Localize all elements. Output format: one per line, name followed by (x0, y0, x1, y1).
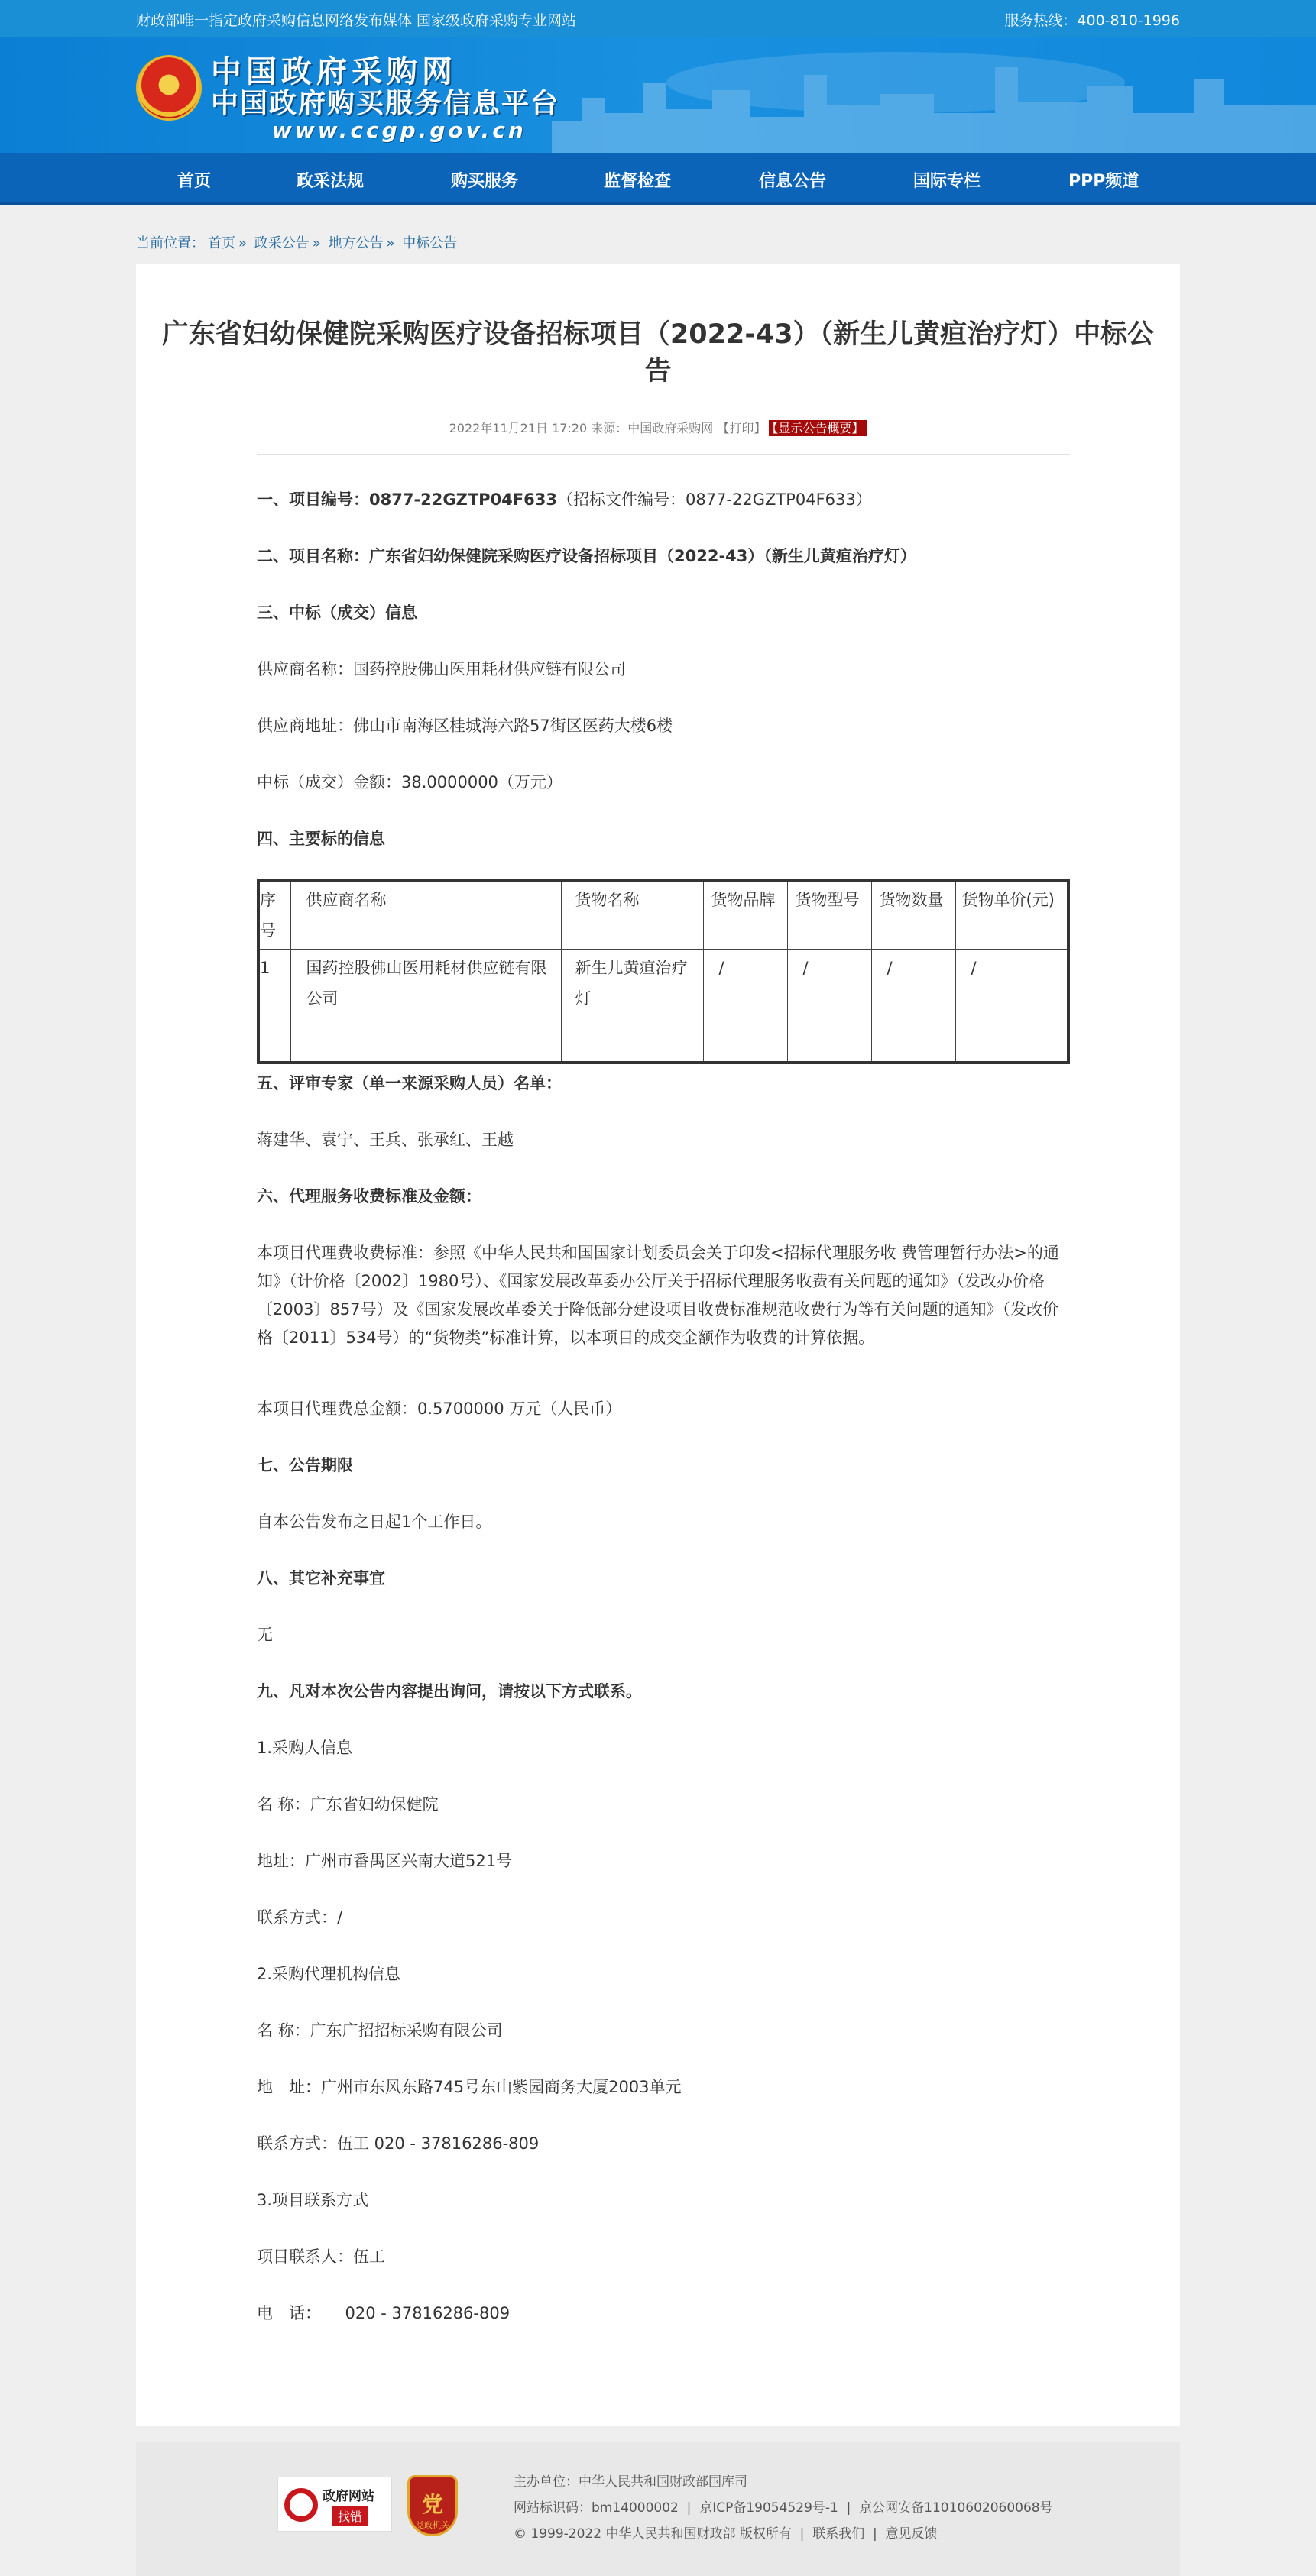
fee-total: 本项目代理费总金额：0.5700000 万元（人民币） (257, 1400, 622, 1418)
gov-site-error-report-badge[interactable] (277, 2477, 392, 2532)
purchaser-title: 1.采购人信息 (257, 1739, 353, 1757)
purchaser-contact: 联系方式：/ (257, 1908, 343, 1927)
section-award-info: 三、中标（成交）信息 (257, 604, 417, 622)
table-cell: 国药控股佛山医用耗材供应链有限公司 (290, 950, 561, 1018)
breadcrumb-prefix: 当前位置： (136, 235, 205, 251)
table-cell: 1 (258, 950, 290, 1018)
header-cell: 货物品牌 (703, 880, 787, 950)
table-cell: 新生儿黄疸治疗灯 (561, 950, 703, 1018)
header-cell: 序号 (258, 880, 290, 950)
party-gov-agency-badge[interactable] (407, 2475, 458, 2536)
notice-period: 自本公告发布之日起1个工作日。 (257, 1513, 492, 1531)
header-cell: 货物单价(元) (955, 880, 1068, 950)
supplier-name: 供应商名称：国药控股佛山医用耗材供应链有限公司 (257, 660, 626, 678)
logo-url: www.ccgp.gov.cn (272, 118, 527, 143)
national-emblem-logo[interactable] (136, 55, 202, 121)
site-logo[interactable] (211, 55, 559, 142)
agency-name: 名 称：广东广招招标采购有限公司 (257, 2021, 503, 2040)
breadcrumb (136, 232, 460, 252)
nav-ppp[interactable]: PPP频道 (1068, 172, 1139, 191)
table-cell: / (703, 950, 787, 1018)
section-main-items: 四、主要标的信息 (257, 830, 385, 848)
purchaser-address: 地址：广州市番禺区兴南大道521号 (257, 1852, 513, 1870)
magnifier-icon (284, 2488, 318, 2522)
party-emblem-icon: 党 (422, 2492, 444, 2517)
banner-skyline-decoration (552, 37, 1316, 153)
breadcrumb-notices[interactable]: 政采公告 (254, 235, 310, 251)
tender-doc-number: （招标文件编号：0877-22GZTP04F633） (556, 490, 872, 509)
header-cell: 供应商名称 (290, 880, 561, 950)
nav-home[interactable]: 首页 (177, 172, 212, 191)
section-project-name: 二、项目名称：广东省妇幼保健院采购医疗设备招标项目（2022-43）（新生儿黄疸治疗灯） (257, 547, 916, 565)
article-meta (136, 419, 1180, 436)
site-banner (0, 37, 1316, 153)
main-nav (0, 153, 1316, 205)
breadcrumb-local[interactable]: 地方公告 (328, 235, 384, 251)
agency-contact: 联系方式：伍工 020 - 37816286-809 (257, 2134, 540, 2153)
section-experts: 五、评审专家（单一来源采购人员）名单： (257, 1074, 562, 1092)
logo-title: 中国政府采购网 (211, 54, 457, 89)
header-cell: 货物型号 (787, 880, 871, 950)
section-project-number (257, 486, 1071, 513)
badge-label: 找错 (332, 2506, 368, 2526)
site-slogan: 财政部唯一指定政府采购信息网络发布媒体 国家级政府采购专业网站 (136, 12, 577, 29)
footer-registration: 网站标识码：bm14000002 | 京ICP备19054529号-1 | 京公网安备11010602060068号 (514, 2500, 1053, 2516)
nav-supervision[interactable]: 监督检查 (604, 172, 672, 191)
nav-purchase-services[interactable]: 购买服务 (451, 172, 519, 191)
badge-caption: 党政机关 (416, 2520, 449, 2530)
table-cell: / (871, 950, 955, 1018)
nav-regulations[interactable]: 政采法规 (297, 172, 365, 191)
table-row (258, 950, 1068, 1018)
table-row-empty (258, 1018, 1068, 1063)
supplier-address: 供应商地址：佛山市南海区桂城海六路57街区医药大楼6楼 (257, 717, 673, 735)
publish-info: 2022年11月21日 17:20 来源：中国政府采购网 【打印】 (449, 421, 767, 435)
footer-copyright: © 1999-2022 中华人民共和国财政部 版权所有 | 联系我们 | 意见反馈 (514, 2526, 938, 2542)
project-contact-person: 项目联系人：伍工 (257, 2248, 385, 2266)
footer-sponsor: 主办单位：中华人民共和国财政部国库司 (514, 2474, 747, 2490)
breadcrumb-sep: » (386, 235, 395, 251)
section-contact: 九、凡对本次公告内容提出询问，请按以下方式联系。 (257, 1682, 642, 1701)
project-contact-title: 3.项目联系方式 (257, 2191, 369, 2209)
service-hotline: 服务热线：400-810-1996 (1004, 12, 1180, 29)
nav-announcements[interactable]: 信息公告 (759, 172, 827, 191)
header-cell: 货物数量 (871, 880, 955, 950)
award-amount: 中标（成交）金额：38.0000000（万元） (257, 773, 562, 791)
article-title: 广东省妇幼保健院采购医疗设备招标项目（2022-43）（新生儿黄疸治疗灯）中标公告 (161, 319, 1155, 387)
project-contact-phone: 电 话： 020 - 37816286-809 (257, 2304, 511, 2322)
logo-subtitle: 中国政府购买服务信息平台 (211, 88, 560, 119)
show-summary-button[interactable]: 【显示公告概要】 (769, 420, 867, 436)
table-cell: / (787, 950, 871, 1018)
site-footer (136, 2442, 1180, 2576)
project-number-label: 一、项目编号： (257, 490, 369, 509)
award-items-table (257, 879, 1070, 1064)
table-cell: / (955, 950, 1068, 1018)
agency-address: 地 址：广州市东风东路745号东山紫园商务大厦2003单元 (257, 2078, 682, 2096)
nav-international[interactable]: 国际专栏 (913, 172, 981, 191)
badge-title: 政府网站 (323, 2489, 374, 2504)
breadcrumb-sep: » (312, 235, 321, 251)
header-cell: 货物名称 (561, 880, 703, 950)
top-bar (0, 0, 1316, 37)
fee-standard: 本项目代理费收费标准：参照《中华人民共和国国家计划委员会关于印发<招标代理服务收 费管理暂行办法>的通知》（计价格〔2002〕1980号）、《国家发展改革委办公厅关于招标代理服务收费有关问题的通知》（发改办价格〔2003〕857号）及《国家发展改革委关于降低部分建设项目收费标准规范收费行为等有关问题的通知》（发改价格〔2011〕534号）的“货物类”标准计算，以本项目的成交金额作为收费的计算依据。 (257, 1244, 1059, 1347)
purchaser-name: 名 称：广东省妇幼保健院 (257, 1795, 439, 1814)
article-card (136, 264, 1180, 2426)
breadcrumb-sep: » (238, 235, 248, 251)
section-agency-fee: 六、代理服务收费标准及金额： (257, 1187, 481, 1205)
project-number: 0877-22GZTP04F633 (369, 490, 557, 509)
breadcrumb-home[interactable]: 首页 (208, 235, 235, 251)
experts-list: 蒋建华、袁宁、王兵、张承红、王越 (257, 1131, 514, 1149)
table-header-row (258, 880, 1068, 950)
other-matters: 无 (257, 1626, 273, 1644)
section-other: 八、其它补充事宜 (257, 1569, 385, 1587)
section-notice-period: 七、公告期限 (257, 1456, 353, 1474)
title-divider (257, 454, 1070, 455)
breadcrumb-award[interactable]: 中标公告 (402, 235, 458, 251)
agency-title: 2.采购代理机构信息 (257, 1965, 401, 1983)
